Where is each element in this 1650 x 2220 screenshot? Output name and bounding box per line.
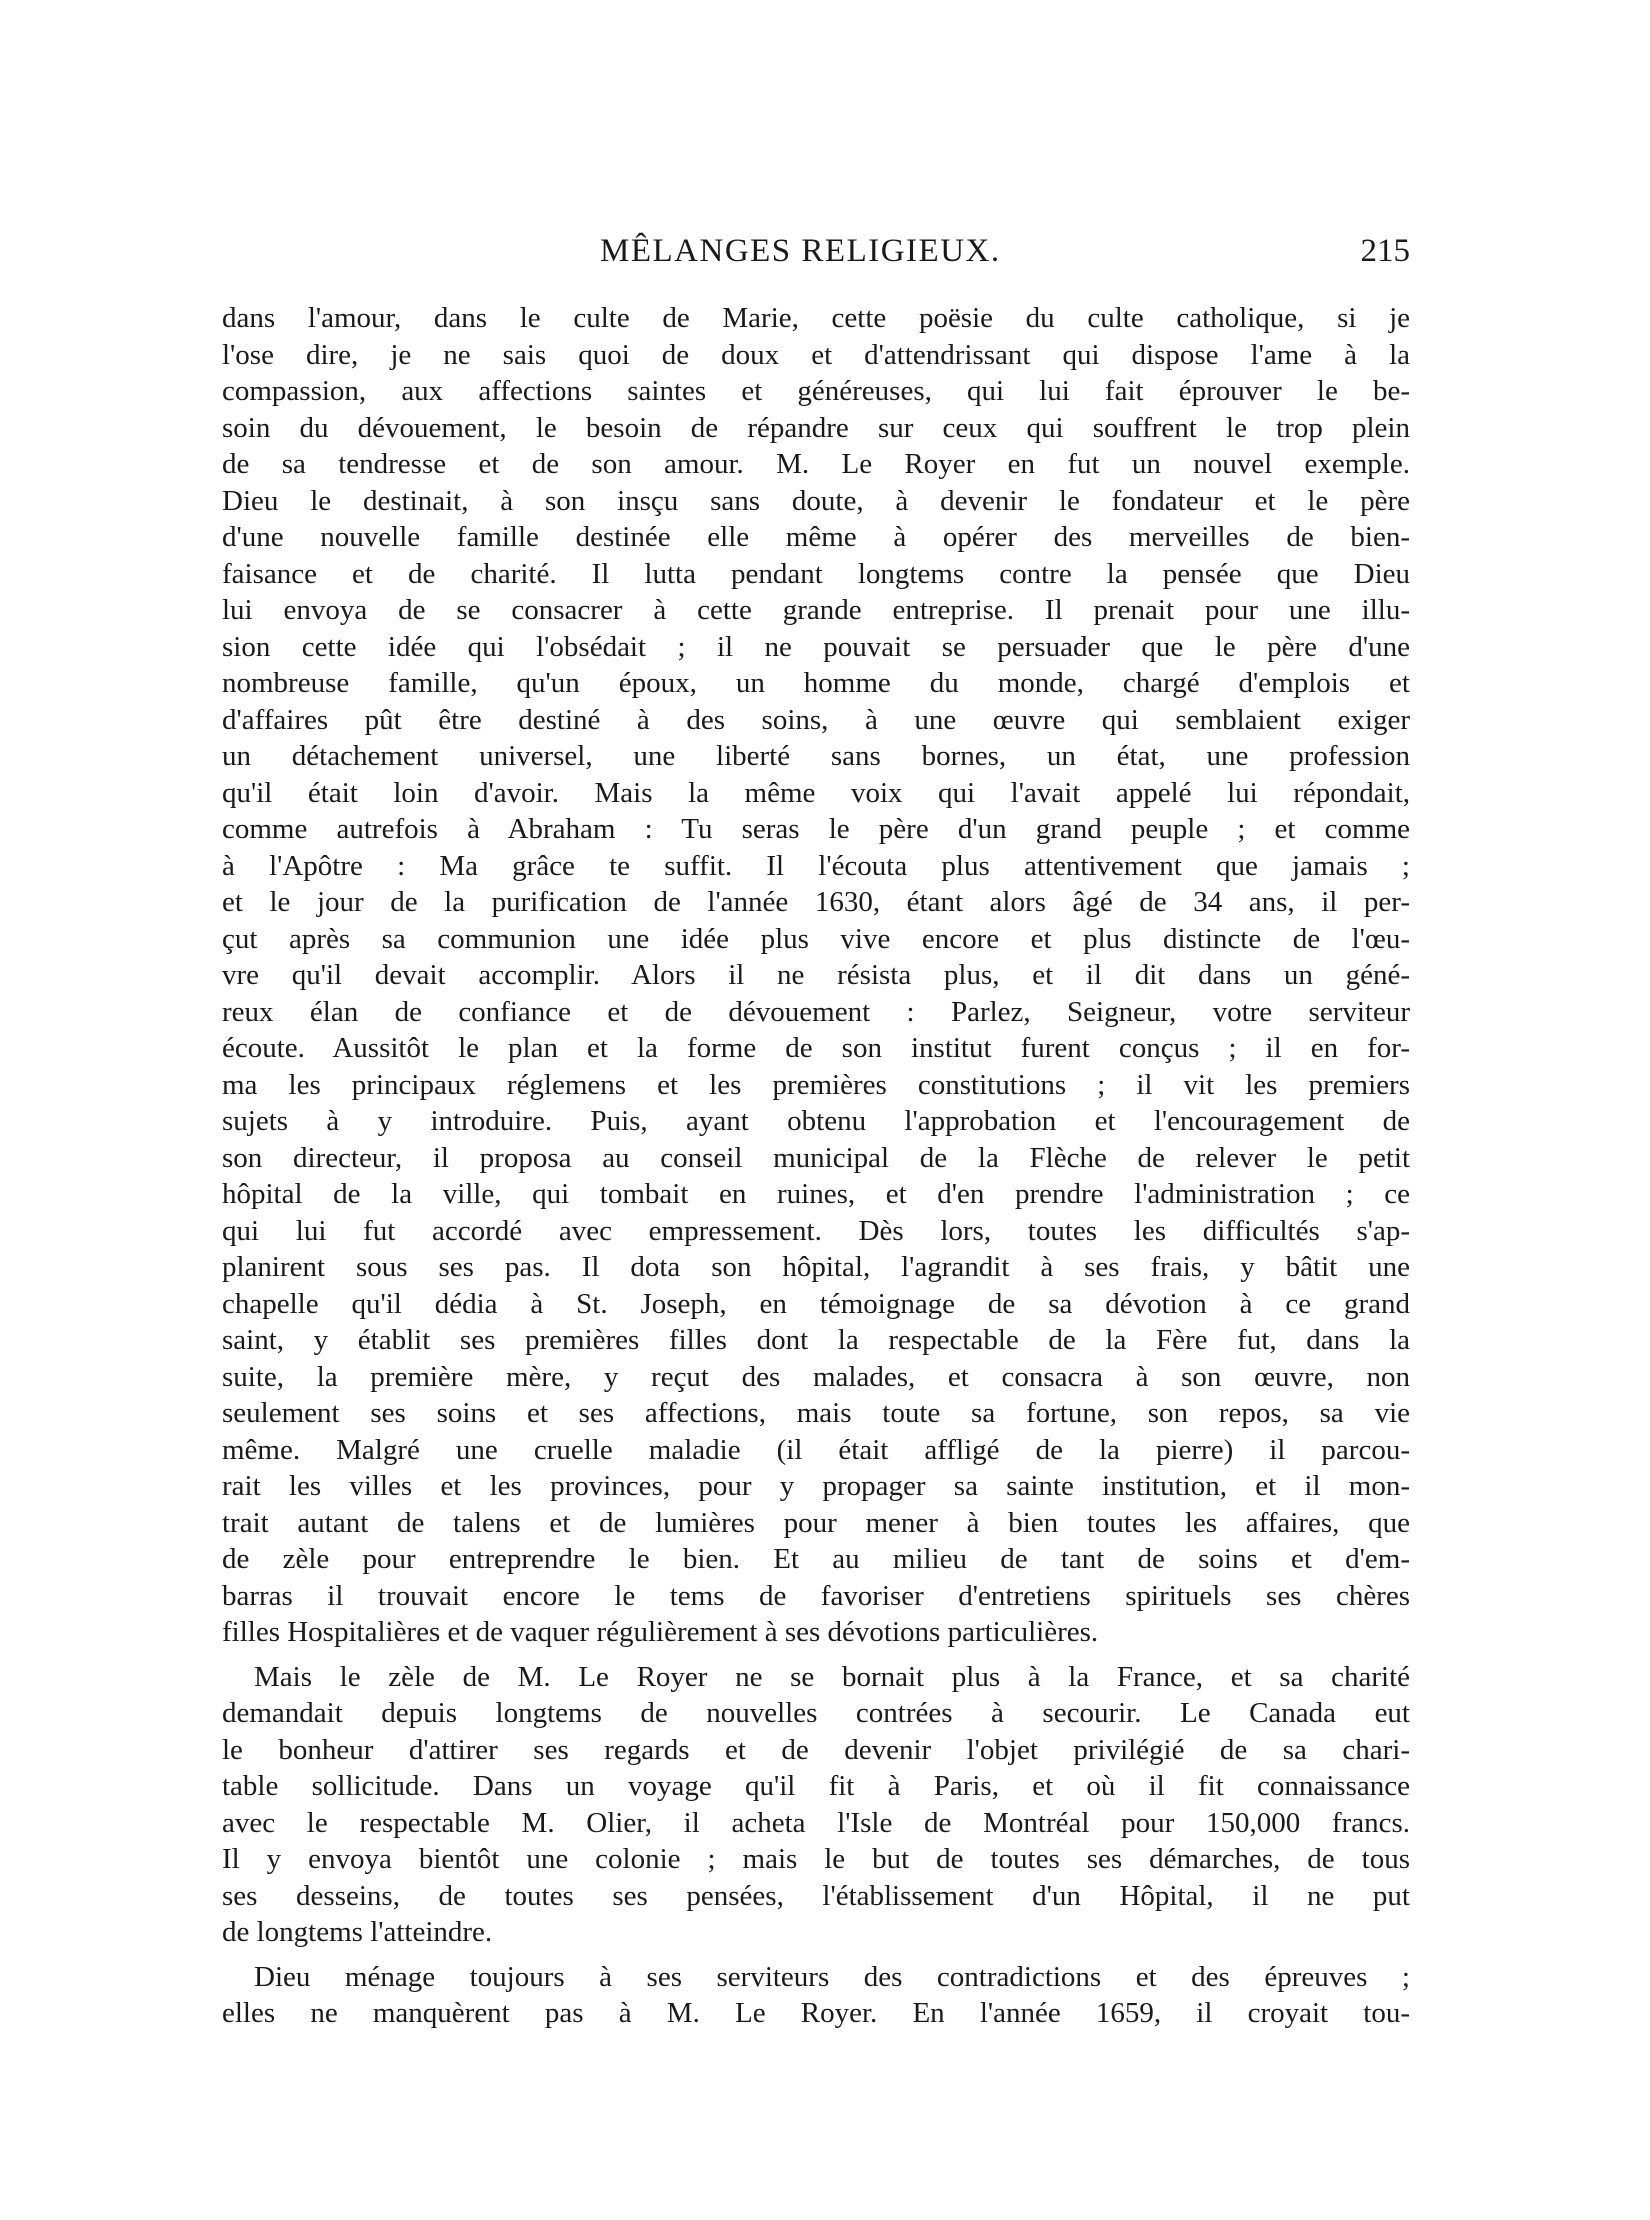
running-head bbox=[222, 226, 1410, 276]
text-line: même. Malgré une cruelle maladie (il était affligé de la pierre) il parcou- bbox=[222, 1433, 1410, 1466]
body-text bbox=[222, 300, 1410, 2032]
text-line: un détachement universel, une liberté sans bornes, un état, une profession bbox=[222, 740, 1410, 772]
text-line: demandait depuis longtems de nouvelles contrées à secourir. Le Canada eut bbox=[222, 1697, 1410, 1729]
text-line: qu'il était loin d'avoir. Mais la même voix qui l'avait appelé lui répondait, bbox=[222, 776, 1410, 809]
text-line: hôpital de la ville, qui tombait en ruines, et d'en prendre l'administration ; ce bbox=[222, 1178, 1410, 1210]
text-line: rait les villes et les provinces, pour y propager sa sainte institution, et il mon- bbox=[222, 1470, 1410, 1502]
paragraph bbox=[222, 1659, 1410, 1951]
text-line: Mais le zèle de M. Le Royer ne se bornait plus à la France, et sa charité bbox=[254, 1660, 1410, 1693]
text-line: nombreuse famille, qu'un époux, un homme du monde, chargé d'emplois et bbox=[222, 667, 1410, 699]
text-line: à l'Apôtre : Ma grâce te suffit. Il l'écouta plus attentivement que jamais ; bbox=[222, 849, 1410, 882]
text-line: compassion, aux affections saintes et généreuses, qui lui fait éprouver le be- bbox=[222, 375, 1410, 407]
text-line: de sa tendresse et de son amour. M. Le Royer en fut un nouvel exemple. bbox=[222, 448, 1410, 480]
text-line: planirent sous ses pas. Il dota son hôpital, l'agrandit à ses frais, y bâtit une bbox=[222, 1251, 1410, 1283]
text-line: sujets à y introduire. Puis, ayant obtenu l'approbation et l'encouragement de bbox=[222, 1105, 1410, 1137]
text-line: lui envoya de se consacrer à cette grande entreprise. Il prenait pour une illu- bbox=[222, 594, 1410, 626]
text-line: l'ose dire, je ne sais quoi de doux et d'attendrissant qui dispose l'ame à la bbox=[222, 338, 1410, 371]
text-line: Dieu le destinait, à son insçu sans doute, à devenir le fondateur et le père bbox=[222, 484, 1410, 517]
text-line: d'une nouvelle famille destinée elle même à opérer des merveilles de bien- bbox=[222, 521, 1410, 553]
text-line: ses desseins, de toutes ses pensées, l'établissement d'un Hôpital, il ne put bbox=[222, 1879, 1410, 1912]
text-line: trait autant de talens et de lumières pour mener à bien toutes les affaires, que bbox=[222, 1506, 1410, 1539]
text-line: soin du dévouement, le besoin de répandre sur ceux qui souffrent le trop plein bbox=[222, 411, 1410, 444]
running-title: MÊLANGES RELIGIEUX. bbox=[600, 233, 1001, 269]
text-line: saint, y établit ses premières filles dont la respectable de la Fère fut, dans la bbox=[222, 1324, 1410, 1356]
text-line: suite, la première mère, y reçut des malades, et consacra à son œuvre, non bbox=[222, 1360, 1410, 1393]
text-line: Il y envoya bientôt une colonie ; mais le but de toutes ses démarches, de tous bbox=[222, 1843, 1410, 1875]
text-line: écoute. Aussitôt le plan et la forme de son institut furent conçus ; il en for- bbox=[222, 1032, 1410, 1064]
text-line: sion cette idée qui l'obsédait ; il ne pouvait se persuader que le père d'une bbox=[222, 630, 1410, 663]
text-line: vre qu'il devait accomplir. Alors il ne résista plus, et il dit dans un géné- bbox=[222, 959, 1410, 991]
text-line: avec le respectable M. Olier, il acheta l'Isle de Montréal pour 150,000 francs. bbox=[222, 1806, 1410, 1839]
text-line: ma les principaux réglemens et les premières constitutions ; il vit les premiers bbox=[222, 1068, 1410, 1101]
text-line: de zèle pour entreprendre le bien. Et au milieu de tant de soins et d'em- bbox=[222, 1543, 1410, 1575]
text-line: filles Hospitalières et de vaquer régulièrement à ses dévotions particulières. bbox=[222, 1616, 1099, 1648]
page-number: 215 bbox=[1360, 233, 1410, 269]
text-line: et le jour de la purification de l'année 1630, étant alors âgé de 34 ans, il per- bbox=[222, 886, 1410, 918]
text-line: son directeur, il proposa au conseil municipal de la Flèche de relever le petit bbox=[222, 1141, 1410, 1174]
text-line: Dieu ménage toujours à ses serviteurs des contradictions et des épreuves ; bbox=[254, 1960, 1410, 1993]
text-line: le bonheur d'attirer ses regards et de devenir l'objet privilégié de sa chari- bbox=[222, 1733, 1410, 1766]
text-line: seulement ses soins et ses affections, mais toute sa fortune, son repos, sa vie bbox=[222, 1397, 1410, 1429]
text-line: de longtems l'atteindre. bbox=[222, 1916, 493, 1948]
text-line: d'affaires pût être destiné à des soins, à une œuvre qui semblaient exiger bbox=[222, 703, 1410, 736]
text-line: table sollicitude. Dans un voyage qu'il fit à Paris, et où il fit connaissance bbox=[222, 1770, 1410, 1802]
paragraph bbox=[222, 300, 1410, 1651]
text-line: chapelle qu'il dédia à St. Joseph, en témoignage de sa dévotion à ce grand bbox=[222, 1287, 1410, 1320]
paragraph bbox=[222, 1959, 1410, 2032]
text-line: dans l'amour, dans le culte de Marie, cette poësie du culte catholique, si je bbox=[222, 302, 1410, 334]
text-line: barras il trouvait encore le tems de favoriser d'entretiens spirituels ses chères bbox=[222, 1579, 1410, 1612]
text-line: çut après sa communion une idée plus vive encore et plus distincte de l'œu- bbox=[222, 922, 1410, 955]
text-line: faisance et de charité. Il lutta pendant longtems contre la pensée que Dieu bbox=[222, 557, 1410, 590]
text-line: comme autrefois à Abraham : Tu seras le père d'un grand peuple ; et comme bbox=[222, 813, 1410, 845]
text-line: reux élan de confiance et de dévouement : Parlez, Seigneur, votre serviteur bbox=[222, 995, 1410, 1028]
text-line: qui lui fut accordé avec empressement. Dès lors, toutes les difficultés s'ap- bbox=[222, 1214, 1410, 1247]
text-line: elles ne manquèrent pas à M. Le Royer. En l'année 1659, il croyait tou- bbox=[222, 1997, 1410, 2029]
